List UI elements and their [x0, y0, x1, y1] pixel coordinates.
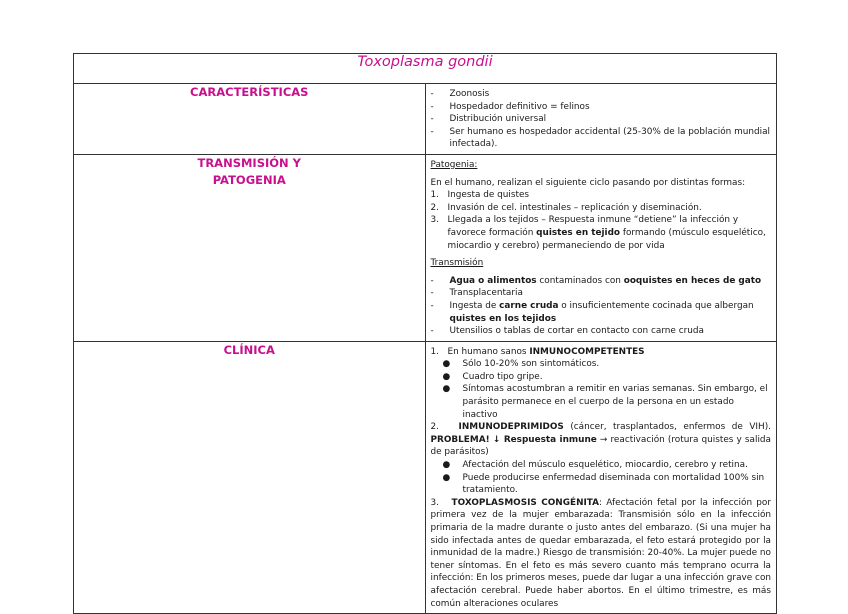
list-item: ● Cuadro tipo gripe.	[442, 371, 543, 382]
list-item: ● Síntomas acostumbran a remitir en varias semanas. Sin embargo, el parásito permanece en el cuerpo de la persona en un estado inactivo	[442, 384, 768, 420]
list-item: - Ser humano es hospedador accidental (25-30% de la población mundial infectada).	[430, 126, 771, 150]
list-item: - Agua o alimentos contaminados con ooquistes en heces de gato	[430, 275, 762, 286]
list-item: ● Puede producirse enfermedad diseminada con mortalidad 100% sin tratamiento.	[442, 472, 765, 496]
list-item: 2. INMUNODEPRIMIDOS (cáncer, trasplantados, enfermos de VIH). PROBLEMA! ↓ Respuesta inmune → reactivación (rotura quistes y salida de parásitos)	[430, 422, 772, 458]
list-item: ● Sólo 10-20% son sintomáticos.	[442, 359, 600, 370]
list-item: - Hospedador definitivo = felinos	[430, 101, 590, 112]
transmision-label: Transmisión	[430, 258, 484, 269]
transmission-row	[74, 154, 777, 341]
clinica-row	[74, 341, 777, 613]
clinica-heading: CLÍNICA	[74, 341, 426, 613]
patogenia-label: Patogenia:	[430, 159, 478, 170]
title-row	[74, 54, 777, 84]
list-item: 3. Llegada a los tejidos – Respuesta inmune “detiene” la infección y favorece formación quistes en tejido formando (músculo esquelético, miocardio y cerebro) permaneciendo de por vida	[430, 215, 766, 251]
list-item: - Distribución universal	[430, 114, 547, 125]
content-table	[73, 53, 777, 614]
list-item: - Zoonosis	[430, 89, 490, 99]
list-item: 3. TOXOPLASMOSIS CONGÉNITA: Afectación fetal por la infección por primera vez de la mujer embarazada: Transmisión sólo en la infección primaria de la madre durante o justo antes del embarazo. (Si una mujer ha sido infectada antes de quedar embarazada, el feto estará protegido por la inmunidad de la madre.) Riesgo de transmisión: 20-40%. La mujer puede no tener síntomas. En el feto es más severo cuanto más temprano ocurra la infección: En los primeros meses, puede dar lugar a una infección grave con afectación cerebral. Puede haber abortos. En el último trimestre, es más común alteraciones oculares	[430, 497, 771, 609]
document-title: Toxoplasma gondii	[74, 54, 777, 84]
list-item: - Ingesta de carne cruda o insuficientemente cocinada que albergan quistes en los tejidos	[430, 300, 754, 324]
list-item: - Transplacentaria	[430, 288, 523, 299]
characteristics-heading: CARACTERÍSTICAS	[74, 84, 426, 155]
list-item: - Utensilios o tablas de cortar en contacto con carne cruda	[430, 326, 704, 337]
list-item: 1. Ingesta de quistes	[430, 190, 530, 201]
characteristics-body	[425, 84, 777, 155]
clinica-body	[425, 341, 777, 613]
characteristics-row	[74, 84, 777, 155]
patogenia-intro: En el humano, realizan el siguiente ciclo pasando por distintas formas:	[430, 177, 746, 188]
transmission-heading: TRANSMISIÓN Y PATOGENIA	[74, 154, 426, 341]
transmission-body	[425, 154, 777, 341]
list-item: 2. Invasión de cel. intestinales – replicación y diseminación.	[430, 202, 702, 213]
list-item: ● Afectación del músculo esquelético, miocardio, cerebro y retina.	[442, 460, 748, 471]
list-item: 1. En humano sanos INMUNOCOMPETENTES	[430, 346, 645, 357]
